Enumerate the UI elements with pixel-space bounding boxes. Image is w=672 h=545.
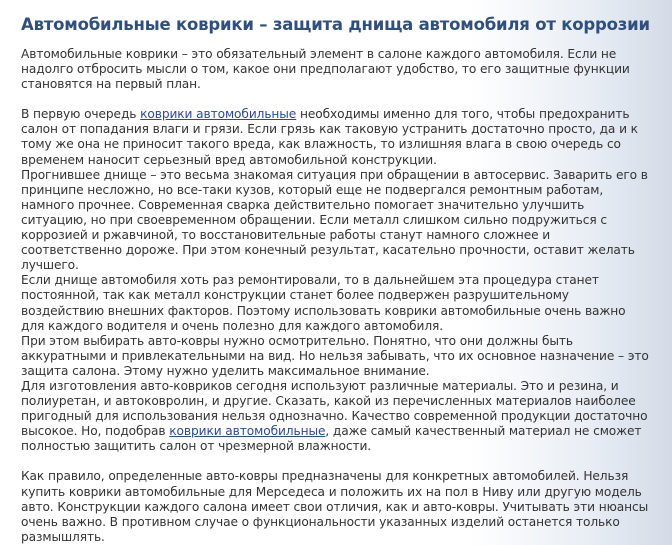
paragraph-materials — [21, 379, 652, 454]
paragraph-choosing: При этом выбирать авто-ковры нужно осмотрительно. Понятно, что они должны быть аккуратными и привлекательными на вид. Но нельзя забывать, что их основное назначение – это защита салона. Этому нужно уделить максимальное внимание. — [21, 333, 649, 378]
paragraph-repair: Если днище автомобиля хоть раз ремонтировали, то в дальнейшем эта процедура станет постоянной, так как металл конструкции станет более подвержен разрушительному воздействию внешних факторов. Поэтому использовать коврики автомобильные очень важно для каждого водителя и очень полезно для каждого автомобиля. — [21, 273, 626, 333]
article-title: Автомобильные коврики – защита днища автомобиля от коррозии — [21, 15, 650, 34]
paragraph-rotten-floor: Прогнившее днище – это весьма знакомая ситуация при обращении в автосервис. Заварить его в принципе несложно, но все-таки кузов, который еще не подвергался ремонтным работам, намного прочнее. Современная сварка действительно помогает значительно улучшить ситуацию, но при своевременном обращении. Если металл слишком сильно подружиться с коррозией и ржавчиной, то восстановительные работы станут намного сложнее и соответственно дороже. При этом конечный результат, касательно прочности, оставит желать лучшего. — [21, 167, 648, 273]
paragraph-text: Для изготовления авто-ковриков сегодня используют различные материалы. Это и резина, и полиуретан, и автоковролин, и другие. Сказать, какой из перечисленных материалов наиболее пригодный для использования нельзя однозначно. Качество современной продукции достаточно высокое. Но, подобрав — [21, 378, 648, 439]
paragraph-protection — [21, 107, 652, 167]
paragraph-text: В первую очередь — [21, 107, 141, 122]
link-kovriki-avtomobilnye[interactable]: коврики автомобильные — [140, 107, 297, 122]
paragraph-specific-models: Как правило, определенные авто-ковры предназначены для конкретных автомобилей. Нельзя купить коврики автомобильные для Мерседеса и положить их на пол в Ниву или другую модель авто. Конструкции каждого салона имеет свои отличия, как и авто-ковры. Учитывать эти нюансы очень важно. В противном случае о функциональности указанных изделий останется только размышлять. — [21, 469, 649, 544]
paragraph-intro: Автомобильные коврики – это обязательный элемент в салоне каждого автомобиля. Если не надолго отбросить мысли о том, какое они предполагают удобство, то его защитные функции становятся на первый план. — [21, 47, 630, 92]
paragraph-text: необходимы именно для того, чтобы предохранить салон от попадания влаги и грязи. Если грязь как таковую устранить достаточно просто, да и к тому же она не приносит такого вреда, как влажность, то излишняя влага в свою очередь со временем наносит серьезный вред автомобильной конструкции. — [21, 107, 638, 167]
paragraph-text: , даже самый качественный материал не сможет полностью защитить салон от чрезмерной влажности. — [21, 424, 642, 454]
link-kovriki-avtomobilnye-2[interactable]: коврики автомобильные — [169, 424, 326, 439]
article-body — [21, 47, 652, 545]
